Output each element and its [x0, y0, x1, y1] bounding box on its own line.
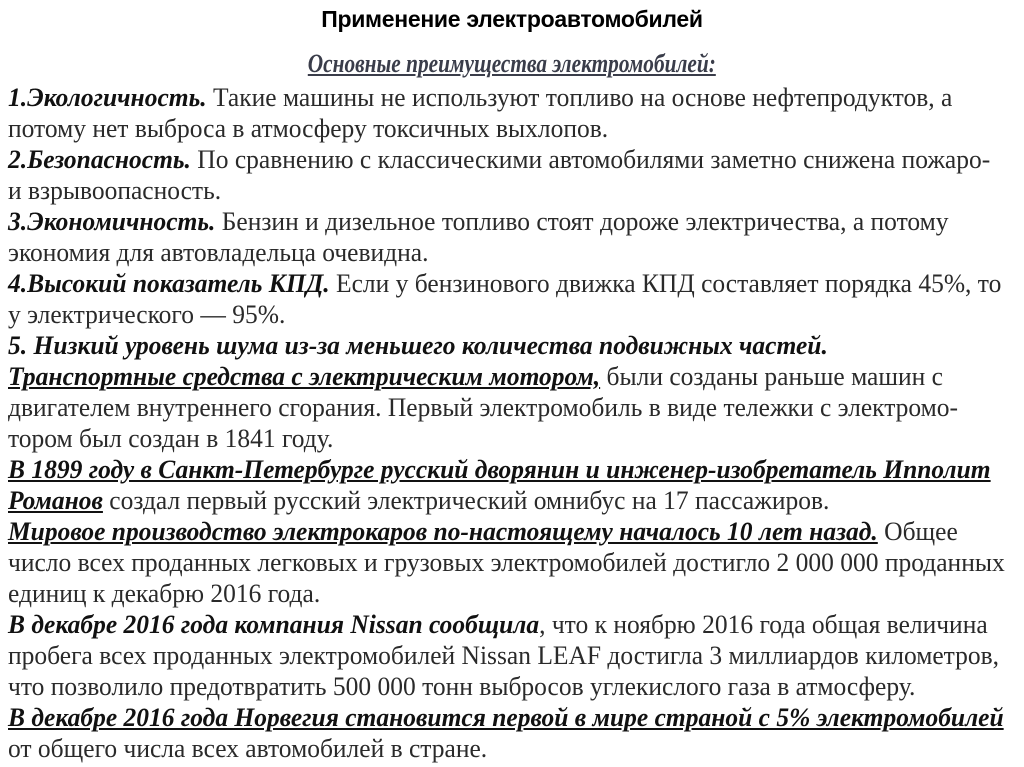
emphasized-text-run: В декабре 2016 года Норвегия становится первой в мире страной с 5% электромобилей: [8, 703, 1004, 732]
body-text-run: от общего числа всех автомобилей в стране.: [8, 734, 488, 763]
text-line: [8, 144, 1005, 175]
text-line: [8, 702, 1005, 733]
body-text-run: у электрического — 95%.: [8, 300, 286, 329]
text-line: [8, 640, 1005, 671]
text-line: [8, 454, 1005, 485]
body-text-run: потому нет выброса в атмосферу токсичных выхлопов.: [8, 114, 609, 143]
slide-body-text: [8, 82, 1005, 764]
text-line: [8, 671, 1005, 702]
emphasized-text-run: 2.Безопасность.: [8, 145, 191, 174]
body-text-run: Бензин и дизельное топливо стоят дороже электричества, а потому: [215, 207, 949, 236]
body-text-run: единиц к декабрю 2016 года.: [8, 579, 321, 608]
emphasized-text-run: В декабре 2016 года компания Nissan сообщила: [8, 610, 540, 639]
emphasized-text-run: 4.Высокий показатель КПД.: [8, 269, 330, 298]
text-line: [8, 330, 1005, 361]
body-text-run: что позволило предотвратить 500 000 тонн выбросов углекислого газа в атмосферу.: [8, 672, 916, 701]
body-text-run: двигателем внутреннего сгорания. Первый электромобиль в виде тележки с электромо-: [8, 393, 959, 422]
emphasized-text-run: Транспортные средства с электрическим мотором,: [8, 362, 601, 391]
text-line: [8, 392, 1005, 423]
body-text-run: и взрывоопасность.: [8, 176, 222, 205]
subtitle-container: [0, 49, 1024, 79]
emphasized-text-run: 1.Экологичность.: [8, 83, 207, 112]
text-line: [8, 237, 1005, 268]
emphasized-text-run: Романов: [8, 486, 103, 515]
text-line: [8, 423, 1005, 454]
text-line: [8, 485, 1005, 516]
text-line: [8, 578, 1005, 609]
slide-title: Применение электроавтомобилей: [321, 6, 703, 32]
text-line: [8, 609, 1005, 640]
text-line: [8, 175, 1005, 206]
body-text-run: Если у бензинового движка КПД составляет порядка 45%, то: [329, 269, 1002, 298]
emphasized-text-run: Мировое производство электрокаров по-настоящему началось 10 лет назад.: [8, 517, 878, 546]
body-text-run: экономия для автовладельца очевидна.: [8, 238, 429, 267]
text-line: [8, 206, 1005, 237]
body-text-run: По сравнению с классическими автомобилями заметно снижена пожаро-: [190, 145, 991, 174]
text-line: [8, 113, 1005, 144]
slide-subtitle: Основные преимущества электромобилей:: [307, 49, 717, 78]
text-line: [8, 516, 1005, 547]
emphasized-text-run: 5. Низкий уровень шума из-за меньшего количества подвижных частей.: [8, 331, 828, 360]
text-line: [8, 361, 1005, 392]
text-line: [8, 547, 1005, 578]
body-text-run: создал первый русский электрический омнибус на 17 пассажиров.: [102, 486, 830, 515]
emphasized-text-run: В 1899 году в Санкт-Петербурге русский дворянин и инженер-изобретатель Ипполит: [8, 455, 991, 484]
body-text-run: Общее: [877, 517, 958, 546]
emphasized-text-run: 3.Экономичность.: [8, 207, 216, 236]
text-line: [8, 733, 1005, 764]
body-text-run: были созданы раньше машин с: [600, 362, 943, 391]
body-text-run: число всех проданных легковых и грузовых электромобилей достигло 2 000 000 проданных: [8, 548, 1005, 577]
text-line: [8, 82, 1005, 113]
text-line: [8, 299, 1005, 330]
text-line: [8, 268, 1005, 299]
body-text-run: Такие машины не используют топливо на основе нефтепродуктов, а: [206, 83, 953, 112]
body-text-run: тором был создан в 1841 году.: [8, 424, 334, 453]
body-text-run: , что к ноябрю 2016 года общая величина: [539, 610, 988, 639]
body-text-run: пробега всех проданных электромобилей Nissan LEAF достигла 3 миллиардов километров,: [8, 641, 1000, 670]
